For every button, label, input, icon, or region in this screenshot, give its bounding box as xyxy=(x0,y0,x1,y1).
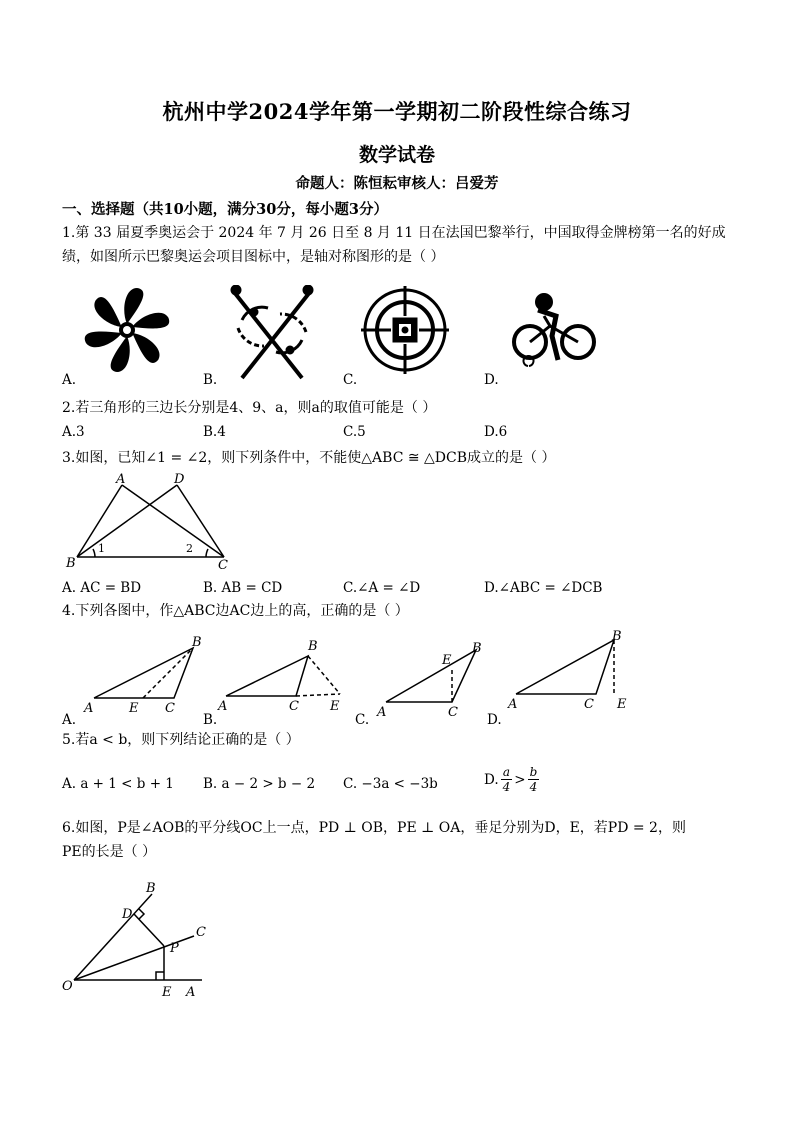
label-c: C xyxy=(218,558,228,572)
q3-figure xyxy=(62,472,242,572)
q4-stem: 4.下列各图中，作△ABC边AC边上的高，正确的是（ ） xyxy=(62,603,409,619)
q5-stem: 5.若a < b，则下列结论正确的是（ ） xyxy=(62,732,300,748)
label-e: E xyxy=(162,985,172,1000)
exam-subtitle: 数学试卷 xyxy=(358,144,435,166)
svg-text:A: A xyxy=(508,697,518,712)
q1-icons xyxy=(60,285,620,390)
label-a: A xyxy=(116,472,126,487)
fraction-left: a 4 xyxy=(502,765,511,794)
q1-option-b[interactable]: B. xyxy=(203,372,218,388)
q6-figure xyxy=(58,878,218,1003)
svg-text:B: B xyxy=(308,639,318,654)
label-angle-1: 1 xyxy=(98,542,105,555)
svg-text:C: C xyxy=(448,705,458,720)
label-p: P xyxy=(170,941,179,956)
label-angle-2: 2 xyxy=(186,542,193,555)
q2-option-d[interactable]: D.6 xyxy=(484,424,508,440)
q4-option-a[interactable]: A. xyxy=(62,712,77,728)
svg-text:B: B xyxy=(472,641,482,656)
svg-text:C: C xyxy=(584,697,594,712)
svg-text:E: E xyxy=(129,701,139,716)
exam-title: 杭州中学2024学年第一学期初二阶段性综合练习 xyxy=(162,99,632,124)
q1-line2: 绩，如图所示巴黎奥运会项目图标中，是轴对称图形的是（ ） xyxy=(62,249,445,265)
label-b: B xyxy=(66,556,76,571)
fraction-right: b 4 xyxy=(529,765,538,794)
svg-text:A: A xyxy=(218,699,228,714)
svg-text:A: A xyxy=(377,705,387,720)
q4-option-c[interactable]: C. xyxy=(355,712,370,728)
label-a: A xyxy=(186,985,196,1000)
q4-option-d[interactable]: D. xyxy=(487,712,502,728)
q4-option-b[interactable]: B. xyxy=(203,712,218,728)
q3-option-a[interactable]: A. AC = BD xyxy=(62,580,142,596)
q2-option-c[interactable]: C.5 xyxy=(343,424,366,440)
svg-text:C: C xyxy=(165,701,175,716)
label-o: O xyxy=(62,979,73,994)
q1-option-a[interactable]: A. xyxy=(62,372,77,388)
svg-text:E: E xyxy=(330,699,340,714)
q2-stem: 2.若三角形的三边长分别是4、9、a，则a的取值可能是（ ） xyxy=(62,400,437,416)
q3-stem: 3.如图，已知∠1 = ∠2，则下列条件中，不能使△ABC ≅ △DCB成立的是（ ） xyxy=(62,450,556,466)
cycling-icon xyxy=(514,295,594,366)
shooting-target-icon xyxy=(361,286,449,374)
svg-text:B: B xyxy=(612,629,622,644)
svg-text:A: A xyxy=(84,701,94,716)
label-d: D xyxy=(174,472,185,487)
q5-option-d-rel: > xyxy=(514,771,526,788)
q5-option-a[interactable]: A. a + 1 < b + 1 xyxy=(62,776,174,792)
q6-line2: PE的长是（ ） xyxy=(62,844,157,860)
q5-option-b[interactable]: B. a − 2 > b − 2 xyxy=(203,776,316,792)
q1-option-d[interactable]: D. xyxy=(484,372,499,388)
svg-text:E: E xyxy=(442,653,452,668)
q1-option-c[interactable]: C. xyxy=(343,372,358,388)
pinwheel-icon xyxy=(82,288,171,372)
q5-option-d[interactable] xyxy=(484,765,541,794)
q3-option-c[interactable]: C.∠A = ∠D xyxy=(343,580,421,596)
svg-text:B: B xyxy=(192,635,202,650)
fencing-icon xyxy=(232,286,312,378)
exam-authors: 命题人：陈恒耘审核人：吕爱芳 xyxy=(295,175,499,192)
svg-text:C: C xyxy=(289,699,299,714)
q5-option-d-prefix: D. xyxy=(484,771,499,788)
q3-option-d[interactable]: D.∠ABC = ∠DCB xyxy=(484,580,603,596)
q3-option-b[interactable]: B. AB = CD xyxy=(203,580,283,596)
label-c: C xyxy=(196,925,206,940)
section-heading: 一、选择题（共10小题，满分30分，每小题3分） xyxy=(62,201,388,218)
q6-line1: 6.如图，P是∠AOB的平分线OC上一点，PD ⊥ OB，PE ⊥ OA，垂足分别为D，E，若PD = 2，则 xyxy=(62,820,686,836)
label-b: B xyxy=(146,881,156,896)
q2-option-b[interactable]: B.4 xyxy=(203,424,226,440)
q4-figures xyxy=(62,628,642,720)
q1-line1: 1.第 33 届夏季奥运会于 2024 年 7 月 26 日至 8 月 11 日在法国巴黎举行，中国取得金牌榜第一名的好成 xyxy=(62,225,726,241)
svg-text:E: E xyxy=(617,697,627,712)
q2-option-a[interactable]: A.3 xyxy=(62,424,85,440)
label-d: D xyxy=(122,907,133,922)
q5-option-c[interactable]: C. −3a < −3b xyxy=(343,776,438,792)
